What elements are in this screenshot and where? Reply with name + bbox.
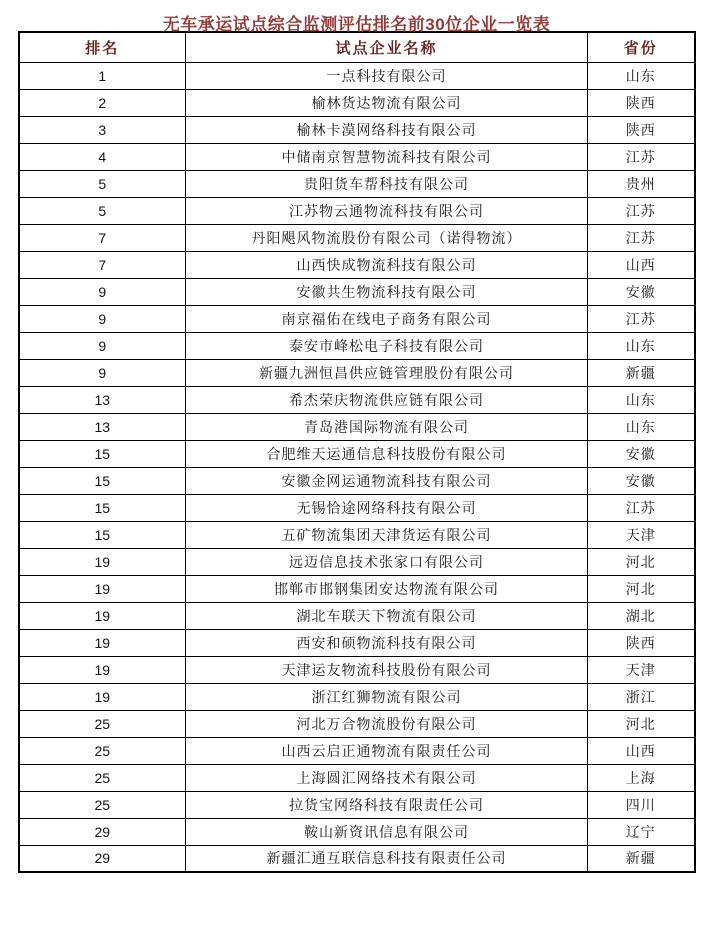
rank-cell: 3 [19,116,186,143]
company-cell: 无锡恰途网络科技有限公司 [186,494,588,521]
company-cell: 新疆九洲恒昌供应链管理股份有限公司 [186,359,588,386]
province-cell: 山东 [588,386,695,413]
table-body [19,62,695,872]
table-row [19,278,695,305]
rank-cell: 29 [19,818,186,845]
company-cell: 拉货宝网络科技有限责任公司 [186,791,588,818]
table-row [19,224,695,251]
company-cell: 江苏物云通物流科技有限公司 [186,197,588,224]
province-cell: 山西 [588,737,695,764]
company-cell: 希杰荣庆物流供应链有限公司 [186,386,588,413]
rank-cell: 25 [19,737,186,764]
table-row [19,116,695,143]
rank-cell: 15 [19,467,186,494]
company-cell: 五矿物流集团天津货运有限公司 [186,521,588,548]
table-row [19,440,695,467]
company-cell: 合肥维天运通信息科技股份有限公司 [186,440,588,467]
company-cell: 安徽共生物流科技有限公司 [186,278,588,305]
ranking-table [18,31,696,873]
column-header-company: 试点企业名称 [186,32,588,62]
table-row [19,548,695,575]
table-row [19,602,695,629]
table-row [19,845,695,872]
province-cell: 山东 [588,413,695,440]
column-header-rank: 排名 [19,32,186,62]
column-header-province: 省份 [588,32,695,62]
rank-cell: 5 [19,170,186,197]
table-row [19,89,695,116]
company-cell: 南京福佑在线电子商务有限公司 [186,305,588,332]
province-cell: 陕西 [588,629,695,656]
table-row [19,764,695,791]
company-cell: 远迈信息技术张家口有限公司 [186,548,588,575]
table-row [19,143,695,170]
province-cell: 天津 [588,521,695,548]
province-cell: 贵州 [588,170,695,197]
province-cell: 上海 [588,764,695,791]
rank-cell: 19 [19,683,186,710]
table-row [19,62,695,89]
rank-cell: 15 [19,494,186,521]
page-title: 无车承运试点综合监测评估排名前30位企业一览表 [162,15,551,34]
rank-cell: 9 [19,278,186,305]
province-cell: 江苏 [588,305,695,332]
table-row [19,170,695,197]
rank-cell: 19 [19,656,186,683]
table-row [19,359,695,386]
table-row [19,467,695,494]
province-cell: 浙江 [588,683,695,710]
company-cell: 湖北车联天下物流有限公司 [186,602,588,629]
rank-cell: 4 [19,143,186,170]
company-cell: 鞍山新资讯信息有限公司 [186,818,588,845]
province-cell: 四川 [588,791,695,818]
province-cell: 安徽 [588,440,695,467]
company-cell: 丹阳飓风物流股份有限公司（诺得物流） [186,224,588,251]
rank-cell: 7 [19,224,186,251]
table-row [19,737,695,764]
company-cell: 浙江红狮物流有限公司 [186,683,588,710]
rank-cell: 25 [19,710,186,737]
province-cell: 河北 [588,548,695,575]
rank-cell: 2 [19,89,186,116]
rank-cell: 13 [19,386,186,413]
company-cell: 上海圆汇网络技术有限公司 [186,764,588,791]
company-cell: 榆林货达物流有限公司 [186,89,588,116]
province-cell: 陕西 [588,116,695,143]
table-row [19,521,695,548]
table-row [19,791,695,818]
province-cell: 安徽 [588,278,695,305]
table-header-row [19,32,695,62]
company-cell: 天津运友物流科技股份有限公司 [186,656,588,683]
rank-cell: 7 [19,251,186,278]
province-cell: 辽宁 [588,818,695,845]
company-cell: 西安和硕物流科技有限公司 [186,629,588,656]
province-cell: 陕西 [588,89,695,116]
province-cell: 安徽 [588,467,695,494]
rank-cell: 15 [19,440,186,467]
company-cell: 山西快成物流科技有限公司 [186,251,588,278]
company-cell: 河北万合物流股份有限公司 [186,710,588,737]
rank-cell: 15 [19,521,186,548]
province-cell: 河北 [588,710,695,737]
rank-cell: 29 [19,845,186,872]
table-row [19,332,695,359]
company-cell: 榆林卡漠网络科技有限公司 [186,116,588,143]
province-cell: 湖北 [588,602,695,629]
company-cell: 新疆汇通互联信息科技有限责任公司 [186,845,588,872]
province-cell: 江苏 [588,224,695,251]
table-row [19,629,695,656]
company-cell: 安徽金网运通物流科技有限公司 [186,467,588,494]
table-row [19,818,695,845]
table-row [19,413,695,440]
province-cell: 新疆 [588,845,695,872]
rank-cell: 19 [19,629,186,656]
rank-cell: 9 [19,332,186,359]
table-row [19,251,695,278]
province-cell: 山东 [588,62,695,89]
rank-cell: 9 [19,305,186,332]
table-row [19,494,695,521]
province-cell: 江苏 [588,143,695,170]
rank-cell: 9 [19,359,186,386]
province-cell: 新疆 [588,359,695,386]
company-cell: 邯郸市邯钢集团安达物流有限公司 [186,575,588,602]
province-cell: 山西 [588,251,695,278]
company-cell: 山西云启正通物流有限责任公司 [186,737,588,764]
table-row [19,575,695,602]
province-cell: 天津 [588,656,695,683]
company-cell: 贵阳货车帮科技有限公司 [186,170,588,197]
company-cell: 中储南京智慧物流科技有限公司 [186,143,588,170]
table-row [19,386,695,413]
rank-cell: 25 [19,764,186,791]
province-cell: 河北 [588,575,695,602]
table-row [19,683,695,710]
rank-cell: 25 [19,791,186,818]
table-row [19,197,695,224]
company-cell: 青岛港国际物流有限公司 [186,413,588,440]
province-cell: 山东 [588,332,695,359]
rank-cell: 1 [19,62,186,89]
table-row [19,305,695,332]
company-cell: 泰安市峰松电子科技有限公司 [186,332,588,359]
company-cell: 一点科技有限公司 [186,62,588,89]
rank-cell: 5 [19,197,186,224]
province-cell: 江苏 [588,494,695,521]
rank-cell: 19 [19,575,186,602]
rank-cell: 19 [19,602,186,629]
table-row [19,656,695,683]
province-cell: 江苏 [588,197,695,224]
rank-cell: 13 [19,413,186,440]
table-row [19,710,695,737]
rank-cell: 19 [19,548,186,575]
